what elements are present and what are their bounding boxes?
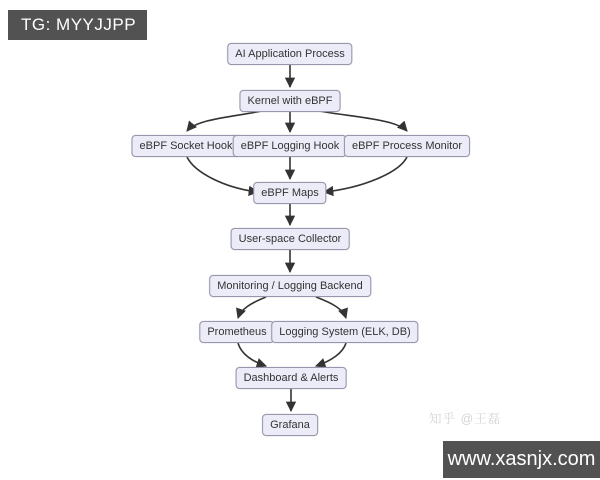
node-kernel-with-ebpf: Kernel with eBPF [240,90,341,112]
node-user-space-collector: User-space Collector [231,228,350,250]
node-dashboard-alerts: Dashboard & Alerts [236,367,347,389]
edge-backend-to-prometheus [238,297,266,318]
node-ebpf-process-monitor: eBPF Process Monitor [344,135,470,157]
node-ebpf-maps: eBPF Maps [253,182,326,204]
edge-monitor-to-maps [324,157,407,192]
node-grafana: Grafana [262,414,318,436]
edge-socket-to-maps [187,157,258,192]
edge-kernel-to-monitor [319,111,407,131]
edge-backend-to-logging-system [316,297,346,318]
edge-kernel-to-socket [187,111,262,131]
edge-prometheus-to-dashboard [238,343,266,366]
edge-logging-system-to-dashboard [316,343,346,366]
node-ebpf-logging-hook: eBPF Logging Hook [233,135,347,157]
node-ebpf-socket-hook: eBPF Socket Hook [132,135,241,157]
node-monitoring-logging-backend: Monitoring / Logging Backend [209,275,371,297]
node-logging-system: Logging System (ELK, DB) [271,321,418,343]
zhihu-watermark: 知乎 @王磊 [429,412,502,426]
telegram-banner: TG: MYYJJPP [8,10,147,40]
node-ai-application-process: AI Application Process [227,43,352,65]
website-banner: www.xasnjx.com [443,441,600,478]
node-prometheus: Prometheus [199,321,274,343]
